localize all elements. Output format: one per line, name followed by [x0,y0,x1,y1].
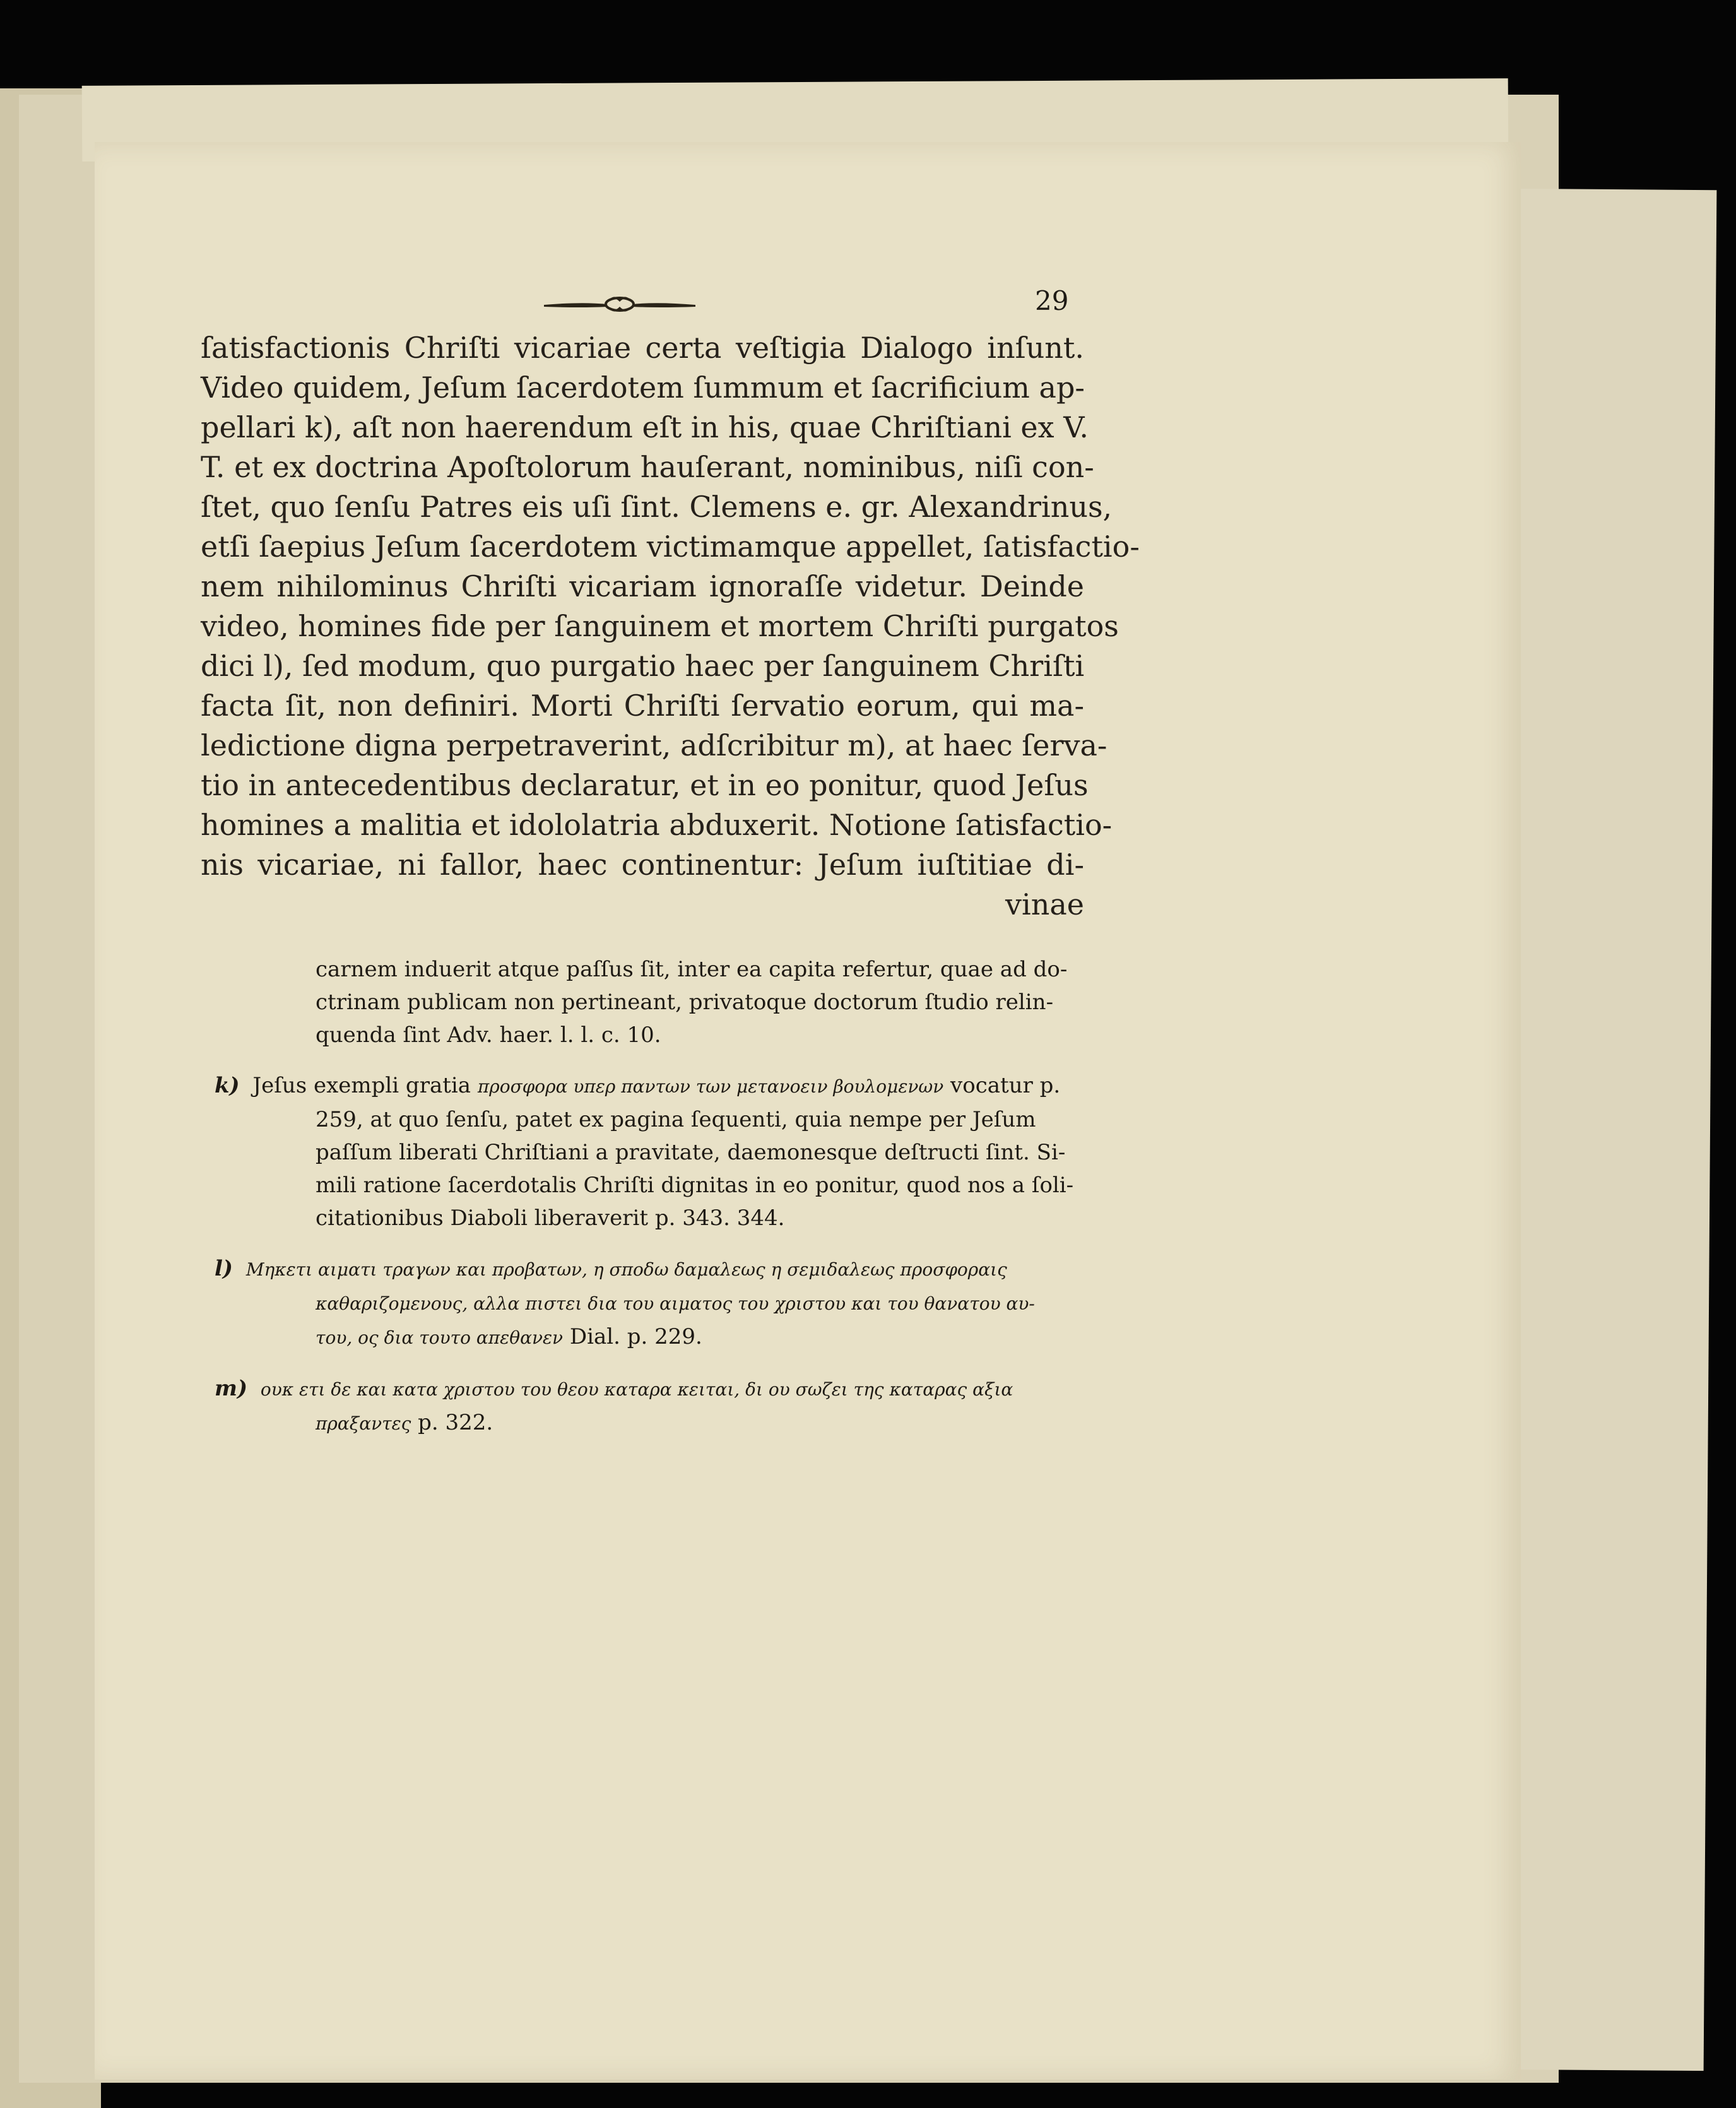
footnote-continuation [215,953,1085,1051]
footnote-mark: m) [215,1376,248,1401]
footnote-line: paſſum liberati Chriſtiani a pravitate, daemonesque deſtructi ſint. Si- [316,1140,1066,1165]
footnote-reference: p. 322. [418,1410,493,1435]
footnote-reference: Dial. p. 229. [569,1324,702,1349]
text-line: Video quidem, Jeſum ſacerdotem ſummum et ſacrificium ap- [201,370,1085,405]
footnote-l [215,1252,1085,1354]
text-line: ſatisfactionis Chriſti vicariae certa veſtigia Dialogo inſunt. [201,331,1084,365]
greek-quote: Μηκετι αιματι τραγων και προβατων, η σποδω δαμαλεως η σεμιδαλεως προσφοραις [245,1259,1007,1280]
header-ornament-icon [544,294,695,313]
footnote-k [215,1069,1085,1235]
main-text [201,328,1140,925]
footnote-mark: k) [215,1073,240,1098]
text-line: nem nihilominus Chriſti vicariam ignoraſſe videtur. Deinde [201,569,1084,603]
footnote-line: ctrinam publicam non pertineant, privatoque doctorum ſtudio relin- [316,990,1054,1015]
text-line: ſtet, quo ſenſu Patres eis uſi ſint. Clemens e. gr. Alexandrinus, [201,490,1113,524]
text-line: etſi ſaepius Jeſum ſacerdotem victimamque appellet, ſatisfactio- [201,530,1140,564]
footnote-text: Jeſus exempli gratia [252,1073,471,1098]
footnote-line: mili ratione ſacerdotalis Chriſti dignitas in eo ponitur, quod nos a ſoli- [316,1173,1074,1198]
footnote-line: citationibus Diaboli liberaverit p. 343. 344. [316,1205,785,1231]
page-number: 29 [1035,285,1069,316]
greek-quote: πραξαντες [316,1413,411,1434]
text-line: homines a malitia et idololatria abduxerit. Notione ſatisfactio- [201,808,1113,842]
footnote-line: 259, at quo ſenſu, patet ex pagina ſequenti, quia nempe per Jeſum [316,1107,1036,1132]
text-line: nis vicariae, ni fallor, haec continentur: Jeſum iuſtitiae di- [201,848,1084,882]
footnote-m [215,1372,1085,1440]
footnote-text: vocatur p. [950,1073,1061,1098]
greek-quote: ουκ ετι δε και κατα χριστου του θεου καταρα κειται, δι ου σωζει της καταρας αξια [260,1379,1013,1400]
footnote-line: carnem induerit atque paſſus ſit, inter ea capita refertur, quae ad do- [316,957,1068,982]
greek-quote: του, ος δια τουτο απεθανεν [316,1327,564,1348]
footnote-mark: l) [215,1256,233,1281]
text-line: tio in antecedentibus declaratur, et in eo ponitur, quod Jeſus [201,768,1089,802]
paper-right-edge [1496,189,1717,2071]
footnote-line: quenda ſint Adv. haer. l. l. c. 10. [316,1022,661,1048]
greek-quote: καθαριζομενους, αλλα πιστει δια του αιματος του χριστου και του θανατου αυ- [316,1293,1035,1314]
text-line: T. et ex doctrina Apoſtolorum hauſerant, nominibus, niſi con- [201,450,1094,484]
greek-quote: προσφορα υπερ παντων των μετανοειν βουλομενων [477,1076,944,1097]
footnotes [215,953,1085,1458]
text-line: facta ſit, non definiri. Morti Chriſti ſervatio eorum, qui ma- [201,689,1084,723]
text-line: ledictione digna perpetraverint, adſcribitur m), at haec ſerva- [201,728,1107,762]
text-line: pellari k), aſt non haerendum eſt in his, quae Chriſtiani ex V. [201,410,1089,444]
text-line: video, homines fide per ſanguinem et mortem Chriſti purgatos [201,609,1119,643]
catchword: vinae [1005,887,1084,921]
text-line: dici l), ſed modum, quo purgatio haec per ſanguinem Chriſti [201,649,1085,683]
